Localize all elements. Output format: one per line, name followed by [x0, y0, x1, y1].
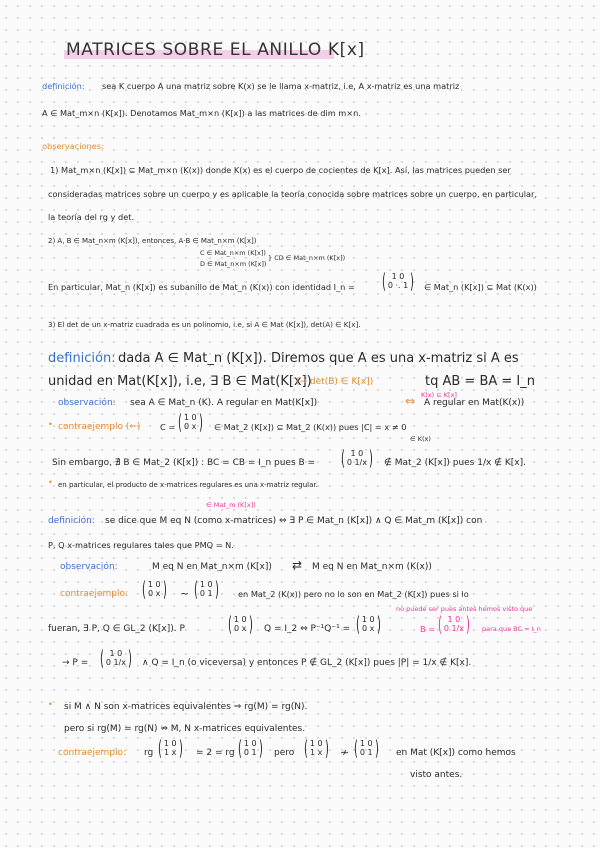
def2-line2a: unidad en Mat(K[x]), i.e, ∃ B ∈ Mat(K[x]) — [48, 374, 312, 389]
def3-line2: P, Q x-matrices regulares tales que PMQ = N. — [48, 540, 234, 550]
obs-label: observaciones: — [42, 141, 104, 151]
obs1-line3: la teoría del rg y det. — [48, 212, 135, 222]
obs2-brace: } CD ∈ Mat_n×m (K[x]) — [268, 254, 346, 262]
def3-pink-note1: no puede ser pues antes hemos visto que — [396, 605, 533, 613]
cex3-matrix2: ( 1 0 0 1 ) — [193, 577, 219, 601]
def3-fue-b: Q = I_2 ⇔ P⁻¹Q⁻¹ = — [264, 624, 351, 634]
def2-cex-label: contraejemplo (⇐) — [58, 422, 141, 432]
last-line1: si M ∧ N son x-matrices equivalentes ⇒ rg(M) = rg(N). — [64, 702, 308, 712]
last-cex-e: visto antes. — [410, 770, 463, 780]
last-cex-a: rg — [144, 748, 154, 758]
def3-p-a: → P = — [62, 658, 89, 668]
def1-line2: A ∈ Mat_m×n (K[x]). Denotamos Mat_m×n (K[x]) a las matrices de dim m×n. — [42, 108, 361, 118]
def3-cex-b: en Mat_2 (K(x)) pero no lo son en Mat_2 (K[x]) pues si lo — [238, 589, 469, 599]
bullet-dot-3: • — [48, 700, 53, 709]
def1-label: definición: — [42, 81, 85, 91]
identity-matrix: ( 1 0 0 ·. 1 ) — [381, 269, 415, 293]
obs2-line4a: En particular, Mat_n (K[x]) es subanillo de Mat_n (K(x)) con identidad I_n = — [48, 282, 355, 292]
def2-label: definición: — [48, 351, 116, 366]
def2-det-note: (→ det(B) ∈ K[x]) — [296, 377, 374, 387]
cex3-matrix1: ( 1 0 0 x ) — [141, 577, 167, 601]
def2-obs-b: A regular en Mat(K(x)) — [424, 398, 525, 408]
last-cex-nsim: ≁ — [340, 746, 350, 759]
obs1-line1: 1) Mat_m×n (K[x]) ⊆ Mat_m×n (K(x)) donde K(x) es el cuerpo de cocientes de K[x]. Así, las matrices pueden ser — [50, 165, 511, 175]
cex-matrix-c: ( 1 0 0 x ) — [177, 410, 203, 434]
fue-matrix2: ( 1 0 0 x ) — [355, 612, 381, 636]
cex-matrix-b: ( 1 0 0 1/x ) — [340, 446, 373, 470]
obs2-line1: 2) A, B ∈ Mat_n×m (K[x]), entonces, A·B ∈ Mat_n×m (K[x]) — [48, 237, 257, 245]
last-cex-b: = 2 = rg — [196, 748, 235, 758]
def2-obs-top: K(x) ⊆ K[x] — [421, 391, 457, 399]
obs3-line: 3) El det de un x-matriz cuadrada es un polinomio, i.e, si A ∈ Mat (K[x]), det(A) ∈ K[x]. — [48, 320, 361, 329]
def3-obs-a: M eq N en Mat_n×m (K[x]) — [152, 562, 272, 572]
def3-obs-b: M eq N en Mat_n×m (K(x)) — [312, 562, 432, 572]
pink-matrix: ( 1 0 0 1/x ) — [437, 612, 470, 636]
def2-obs-iff: ⇔ — [405, 394, 416, 408]
def2-se-b: ∉ Mat_2 (K[x]) pues 1/x ∉ K[x]. — [384, 458, 526, 468]
def3-pink-b: B = — [420, 624, 436, 634]
def3-obs-arrow: ⇄ — [292, 558, 303, 572]
page-title: MATRICES SOBRE EL ANILLO K[x] — [66, 40, 365, 60]
obs1-line2: consideradas matrices sobre un cuerpo y es aplicable la teoría conocida sobre matrices sobre un cuerpo, en particular, — [48, 189, 538, 199]
bullet-dot: • — [48, 420, 53, 429]
def3-line1: se dice que M eq N (como x-matrices) ⇔ ∃ P ∈ Mat_n (K[x]) ∧ Q ∈ Mat_m (K[x]) con — [105, 516, 483, 526]
def2-particular: en particular, el producto de x-matrices regulares es una x-matriz regular. — [58, 481, 318, 489]
def2-cex-sub: ∈ K(x) — [410, 435, 431, 443]
def3-top: ∈ Mat_m (K[x]) — [206, 501, 256, 509]
def3-label: definición: — [48, 516, 95, 526]
def3-pink-note2: para que BC = I_n — [482, 625, 541, 633]
last-line2: pero si rg(M) = rg(N) ⇏ M, N x-matrices equivalentes. — [64, 724, 306, 734]
last-cex-label: contraejemplo: — [58, 748, 126, 758]
last-matrix4: ( 1 0 0 1 ) — [353, 736, 379, 760]
obs2-line4b: ∈ Mat_n (K[x]) ⊆ Mat (K(x)) — [424, 282, 537, 292]
obs2-line2: C ∈ Mat_n×m (K[x]) — [200, 249, 266, 257]
bullet-dot-2: • — [48, 478, 53, 487]
def3-fue-a: fueran, ∃ P, Q ∈ GL_2 (K[x]). P — [48, 624, 185, 634]
def2-cex-b: ∈ Mat_2 (K[x]) ⊆ Mat_2 (K(x)) pues |C| = x ≠ 0 — [214, 422, 407, 432]
last-matrix1: ( 1 0 1 x ) — [157, 736, 183, 760]
def2-obs-label: observación: — [58, 398, 116, 408]
p-matrix: ( 1 0 0 1/x ) — [99, 646, 132, 670]
def1-line1: sea K cuerpo A una matriz sobre K(x) se le llama x-matriz, i.e, A x-matriz es una matriz — [102, 81, 460, 91]
def2-cex-a: C = — [160, 422, 176, 432]
def3-p-b: ∧ Q = I_n (o viceversa) y entonces P ∉ GL_2 (K[x]) pues |P| = 1/x ∉ K[x]. — [142, 658, 472, 668]
def3-obs-label: observación: — [60, 562, 118, 572]
def2-se-a: Sin embargo, ∄ B ∈ Mat_2 (K[x]) : BC = CB = I_n pues B = — [52, 458, 316, 468]
def2-line1: dada A ∈ Mat_n (K[x]). Diremos que A es una x-matriz si A es — [118, 351, 519, 366]
last-cex-c: pero — [274, 748, 295, 758]
def3-cex-sim: ~ — [180, 587, 190, 600]
obs2-line3: D ∈ Mat_n×m (K[x]) — [200, 260, 267, 268]
last-matrix2: ( 1 0 0 1 ) — [237, 736, 263, 760]
def2-line2c: tq AB = BA = I_n — [425, 374, 535, 389]
last-cex-d: en Mat (K[x]) como hemos — [396, 748, 516, 758]
last-matrix3: ( 1 0 1 x ) — [303, 736, 329, 760]
fue-matrix1: ( 1 0 0 x ) — [227, 612, 253, 636]
def2-obs-a: sea A ∈ Mat_n (K). A regular en Mat(K[x]) — [130, 398, 318, 408]
def3-cex-label: contraejemplo: — [60, 589, 128, 599]
